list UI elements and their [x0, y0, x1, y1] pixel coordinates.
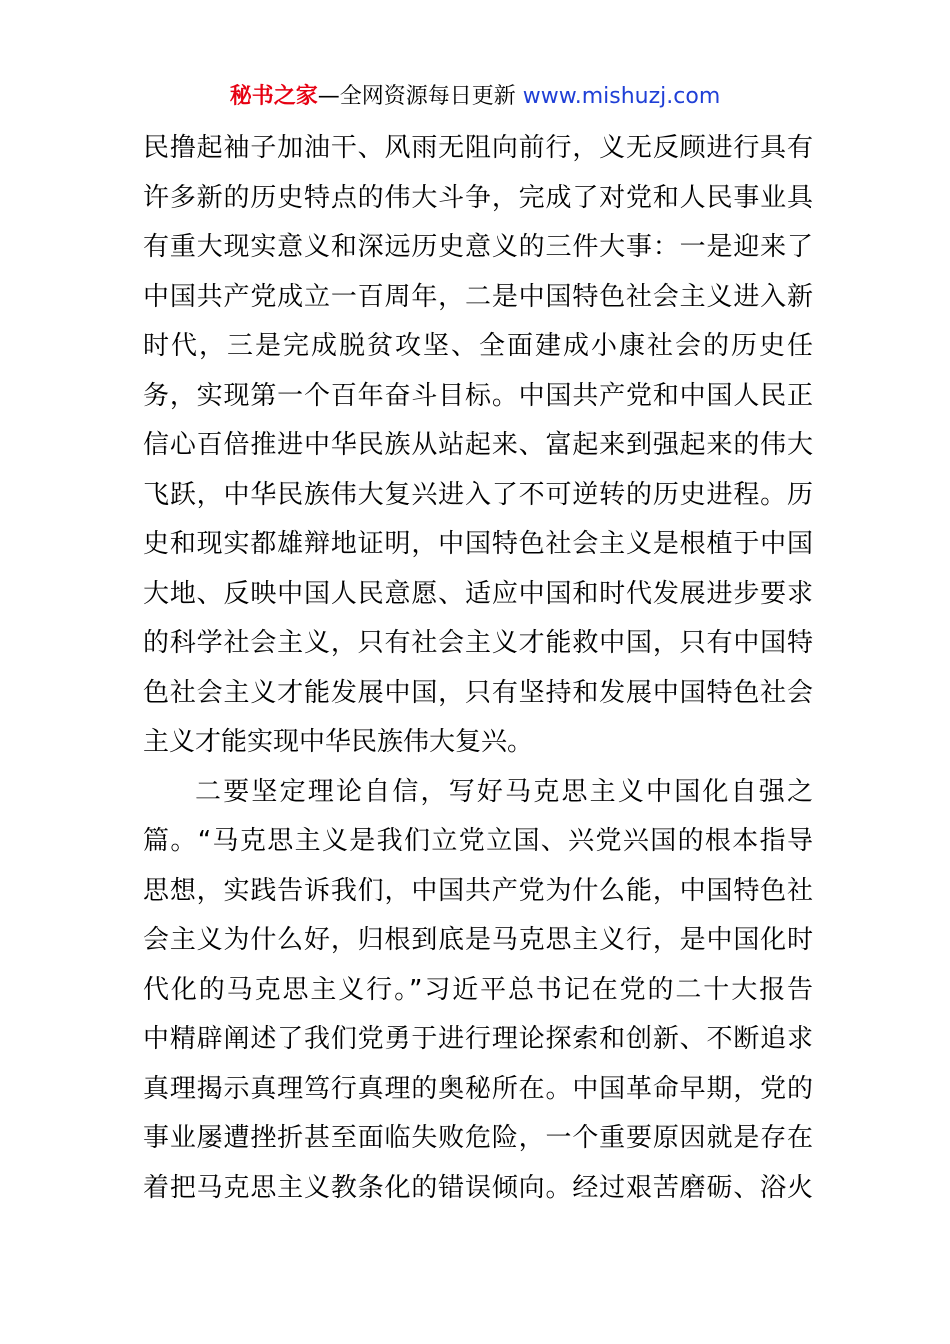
- text-line: 民撸起袖子加油干、风雨无阻向前行，义无反顾进行具有: [143, 133, 813, 163]
- text-line: 务，实现第一个百年奋斗目标。中国共产党和中国人民正: [143, 380, 813, 411]
- text-line: 思想，实践告诉我们，中国共产党为什么能，中国特色社: [143, 875, 813, 906]
- text-line: 中精辟阐述了我们党勇于进行理论探索和创新、不断追求: [143, 1024, 813, 1054]
- text-line: 代化的马克思主义行。”习近平总书记在党的二十大报告: [143, 974, 813, 1005]
- text-line: 有重大现实意义和深远历史意义的三件大事：一是迎来了: [143, 232, 813, 262]
- site-brand: 秘书之家: [229, 84, 318, 109]
- text-line: 事业屡遭挫折甚至面临失败危险，一个重要原因就是存在: [143, 1123, 813, 1153]
- text-line: 色社会主义才能发展中国，只有坚持和发展中国特色社会: [143, 677, 813, 708]
- site-header: [0, 82, 950, 112]
- text-line: 的科学社会主义，只有社会主义才能救中国，只有中国特: [143, 628, 813, 658]
- text-line: 时代，三是完成脱贫攻坚、全面建成小康社会的历史任: [143, 331, 813, 361]
- text-line: 信心百倍推进中华民族从站起来、富起来到强起来的伟大: [143, 430, 813, 460]
- text-line: 着把马克思主义教条化的错误倾向。经过艰苦磨砺、浴火: [143, 1172, 813, 1203]
- paragraph-end-line: 主义才能实现中华民族伟大复兴。: [143, 727, 534, 757]
- site-tagline: —全网资源每日更新: [317, 84, 516, 109]
- document-body: [143, 124, 813, 1213]
- text-line: 大地、反映中国人民意愿、适应中国和时代发展进步要求: [143, 578, 813, 609]
- text-line: 会主义为什么好，归根到底是马克思主义行，是中国化时: [143, 925, 813, 955]
- text-line: 飞跃，中华民族伟大复兴进入了不可逆转的历史进程。历: [143, 479, 813, 510]
- text-line: 许多新的历史特点的伟大斗争，完成了对党和人民事业具: [143, 182, 813, 213]
- text-line: 篇。“马克思主义是我们立党立国、兴党兴国的根本指导: [143, 826, 813, 856]
- site-url[interactable]: www.mishuzj.com: [522, 84, 721, 109]
- text-line: 中国共产党成立一百周年，二是中国特色社会主义进入新: [143, 281, 813, 312]
- paragraph-start-line: 二要坚定理论自信，写好马克思主义中国化自强之: [195, 776, 813, 807]
- text-line: 史和现实都雄辩地证明，中国特色社会主义是根植于中国: [143, 529, 813, 559]
- text-line: 真理揭示真理笃行真理的奥秘所在。中国革命早期，党的: [143, 1073, 813, 1104]
